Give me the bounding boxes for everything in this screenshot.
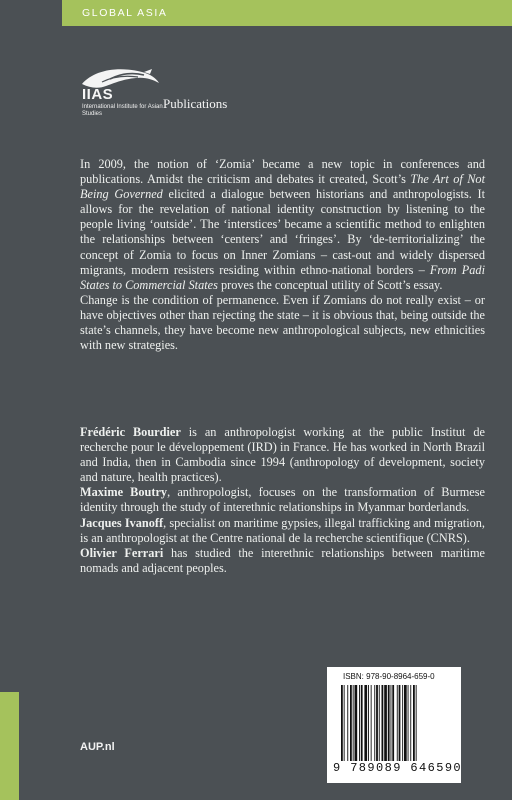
barcode-bar [402, 685, 403, 761]
barcode-icon [341, 685, 447, 761]
book-title-reference: From Padi States to Commercial States [80, 262, 485, 292]
book-title-reference: The Art of Not Being Governed [80, 172, 485, 202]
barcode-bar [353, 685, 354, 761]
barcode-bar [361, 685, 363, 761]
barcode-bar [382, 685, 384, 761]
author-bio [80, 485, 485, 515]
description-text: In 2009, the notion of ‘Zomia’ became a new topic in conferences and publications. Amidst the criticism and debates it created, Scott’s [80, 157, 485, 187]
author-name: Olivier Ferrari [80, 545, 164, 560]
series-band [62, 0, 512, 26]
barcode-bar [379, 685, 380, 761]
barcode-bar [359, 685, 360, 761]
author-name: Frédéric Bourdier [80, 425, 181, 439]
author-bio-text: , anthropologist, focuses on the transformation of Burmese identity through the study of interethnic relationships in Myanmar borderlands. [80, 485, 485, 515]
series-label: GLOBAL ASIA [82, 7, 168, 19]
barcode-bar [410, 685, 411, 761]
barcode-bar [413, 685, 415, 761]
iias-logo [80, 66, 280, 126]
barcode-bar [388, 685, 390, 761]
author-name: Maxime Boutry [80, 485, 168, 500]
author-bio [80, 516, 485, 546]
barcode-bar [344, 685, 345, 761]
author-name: Jacques Ivanoff [80, 515, 164, 530]
publisher-url: AUP.nl [80, 741, 115, 753]
iias-wordmark: IIAS [82, 86, 114, 103]
barcode-bar [392, 685, 394, 761]
publications-label: Publications [163, 96, 228, 111]
barcode-bar [368, 685, 369, 761]
barcode-bar [347, 685, 348, 761]
author-bio [80, 546, 485, 576]
barcode-bar [391, 685, 392, 761]
description-paragraph-1 [80, 157, 485, 293]
author-bio-text: is an anthropologist working at the public Institut de recherche pour le développement (IRD) in France. He has worked in North Brazil and India, then in Cambodia since 1994 (anthropology of development, society and nature, health practices). [80, 425, 485, 485]
description-text: proves the conceptual utility of Scott’s essay. [217, 277, 443, 292]
barcode-bar [350, 685, 352, 761]
author-bio [80, 425, 485, 485]
barcode-bar [404, 685, 407, 761]
author-bio-text: , specialist on maritime gypsies, illegal trafficking and migration, is an anthropologist at the Centre national de la recherche scientifique (CNRS). [80, 515, 485, 545]
barcode-bar [376, 685, 378, 761]
barcode-bar [371, 685, 372, 761]
author-bios [80, 425, 485, 576]
description-text: elicited a dialogue between historians and anthropologists. It allows for the revelation of national identity construction by listening to the people living ‘outside’. The ‘interstices’ became a scientific method to enlighten the relationships between ‘centers’ and ‘fringes’. By ‘de-territorializing’ the concept of Zomia to focus on Inner Zomians – cast-out and widely dispersed migrants, modern resisters residing within ethno-national borders – [80, 187, 485, 277]
barcode-bar [397, 685, 398, 761]
barcode-bar [364, 685, 367, 761]
barcode-bar [384, 685, 387, 761]
author-bio-text: has studied the interethnic relationships between maritime nomads and adjacent peoples. [80, 545, 485, 575]
barcode-digits: 9 789089 646590 [333, 761, 463, 775]
barcode-bar [341, 685, 343, 761]
barcode-bar [408, 685, 409, 761]
isbn-label: ISBN: 978-90-8964-659-0 [343, 672, 435, 681]
barcode-panel [327, 667, 461, 783]
iias-subtitle: International Institute for Asian Studies [82, 104, 163, 117]
barcode-bar [399, 685, 401, 761]
book-description [80, 157, 485, 353]
accent-strip [0, 692, 19, 800]
description-paragraph-2: Change is the condition of permanence. Even if Zomians do not really exist – or have objectives other than rejecting the state – it is obvious that, being outside the state’s channels, they have become new anthropological subjects, new ethnicities with new strategies. [80, 292, 485, 353]
barcode-bar [374, 685, 375, 761]
barcode-bar [416, 685, 417, 761]
barcode-bar [355, 685, 358, 761]
